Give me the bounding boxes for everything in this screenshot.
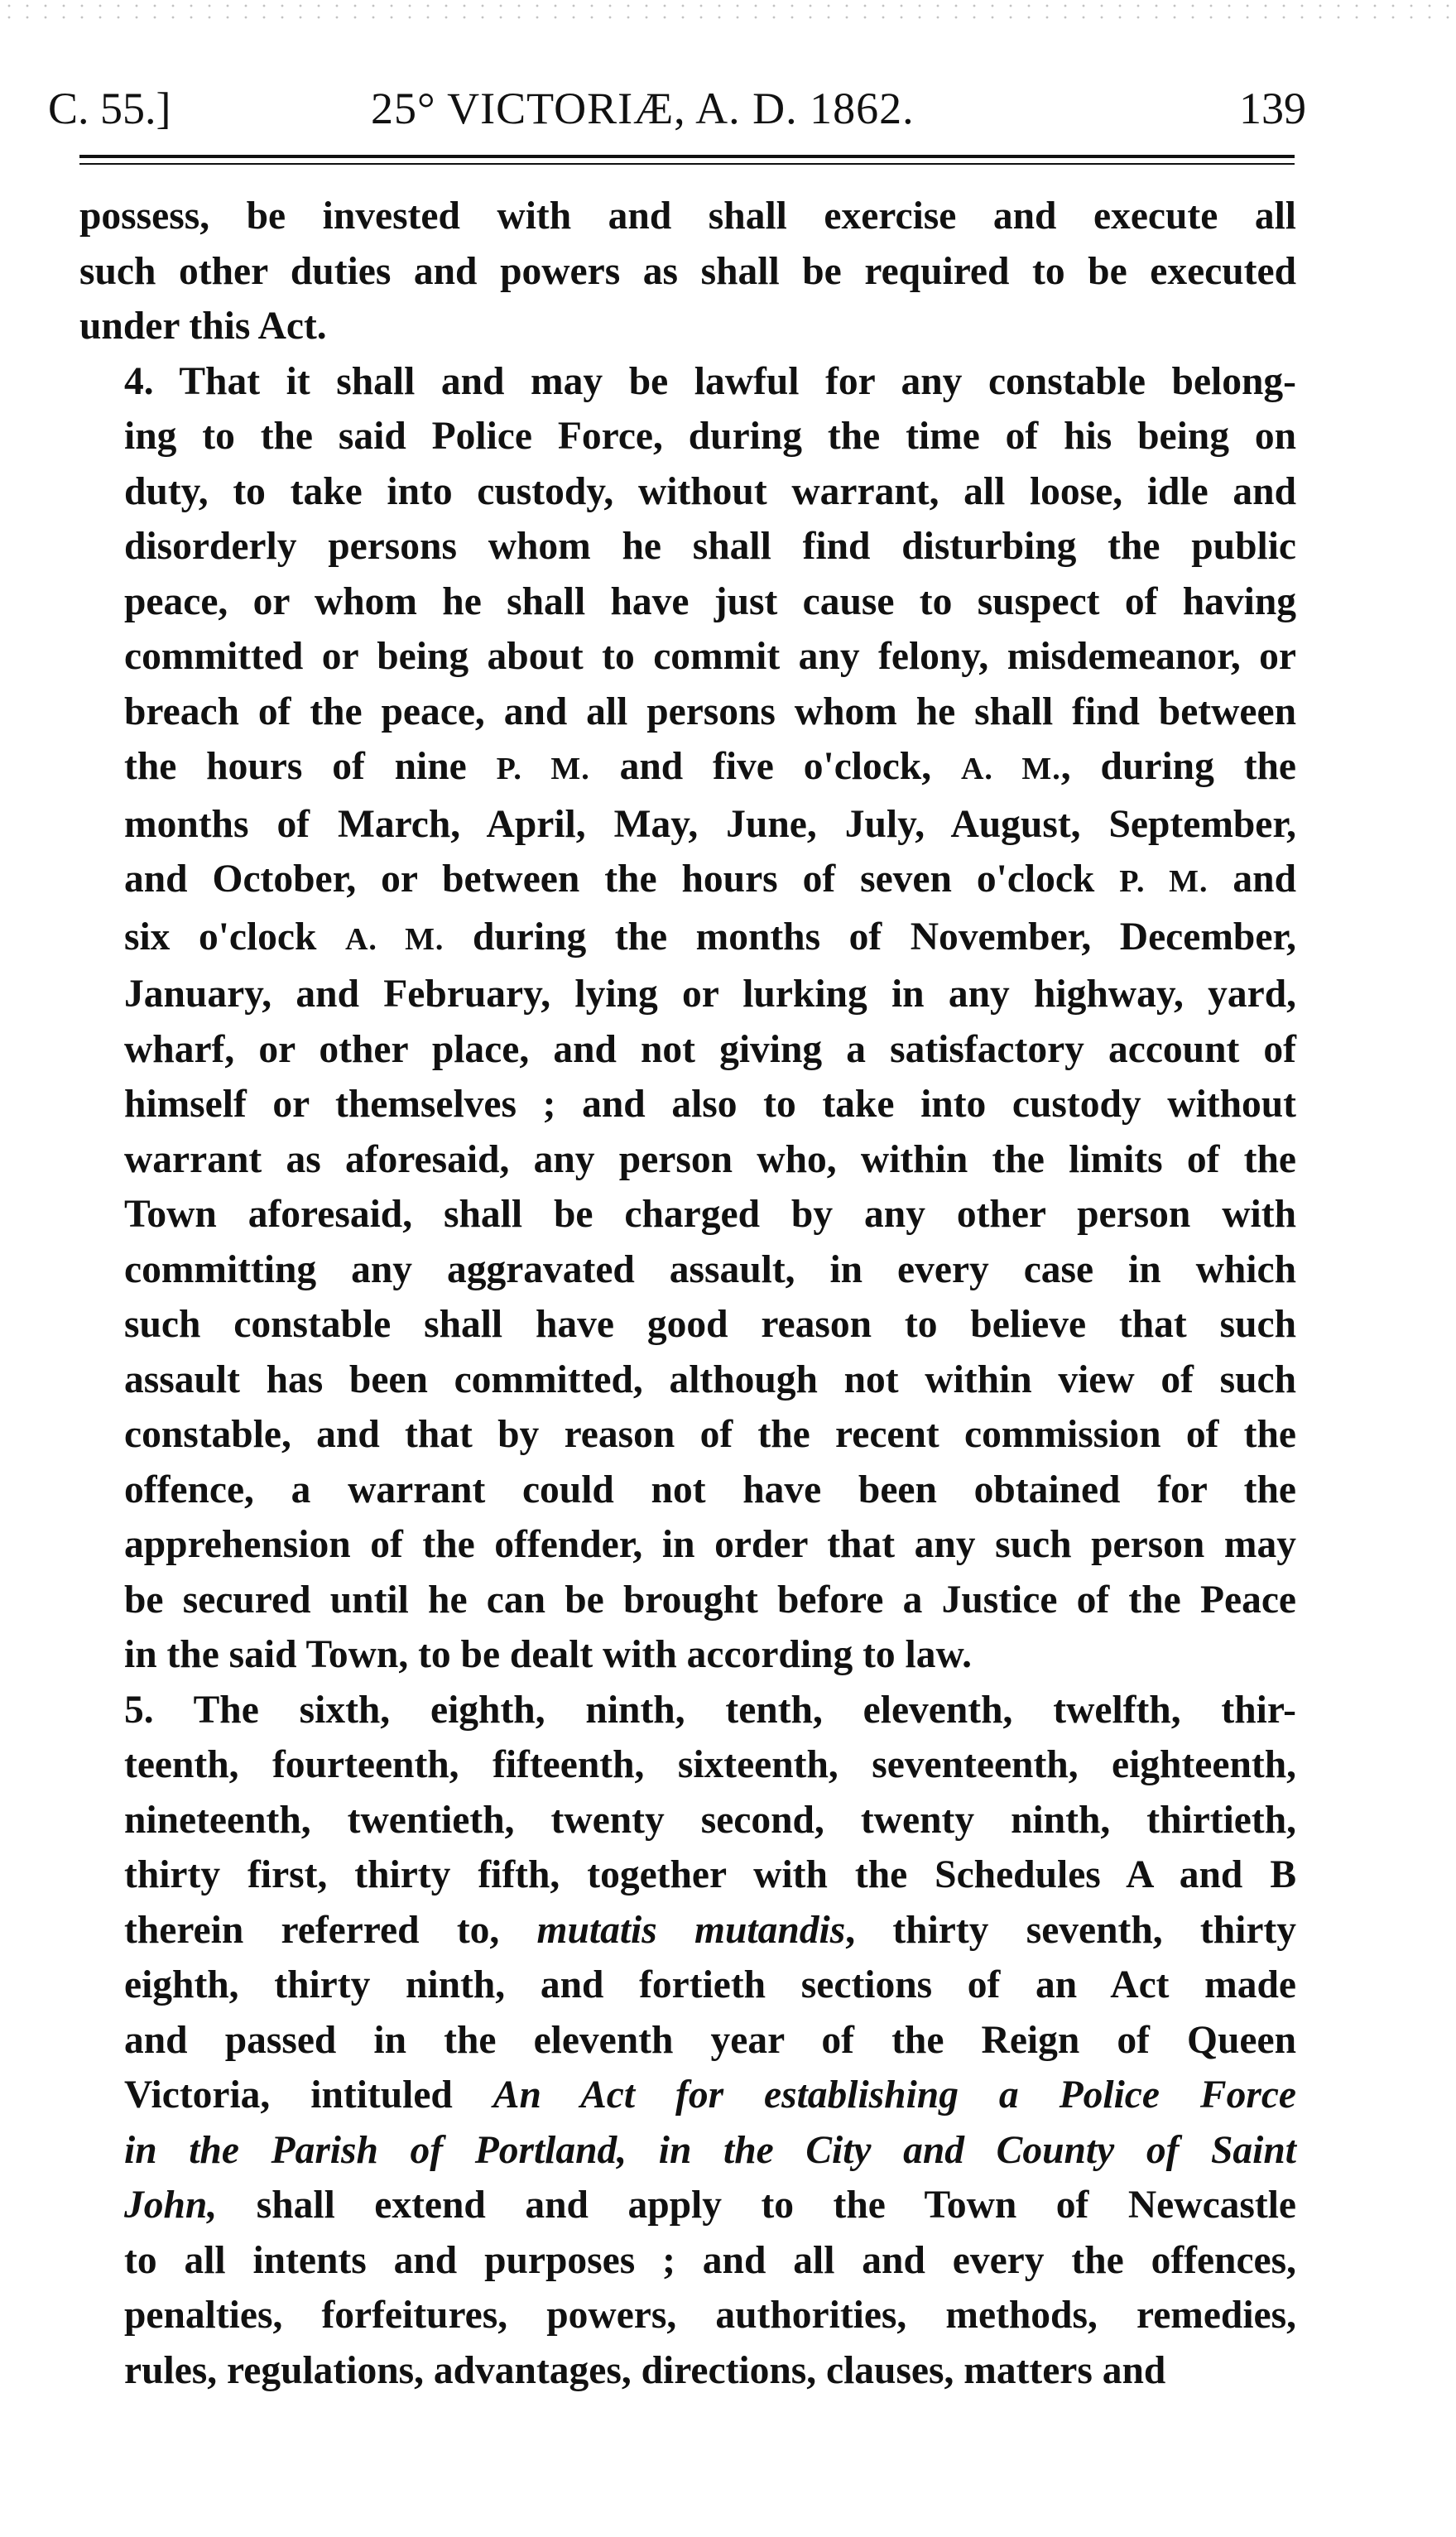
text-line: rules, regulations, advantages, directions, clauses, matters and xyxy=(124,2348,1166,2392)
text-line: duty, to take into custody, without warrant, all loose, idle and xyxy=(124,469,1296,513)
text-line: possess, be invested with and shall exercise and execute all xyxy=(79,195,1296,238)
text-line: nineteenth, twentieth, twenty second, twenty ninth, thirtieth, xyxy=(124,1798,1296,1842)
text-line: peace, or whom he shall have just cause to suspect of having xyxy=(124,579,1296,623)
text-line: in the Parish of Portland, in the City and County of Saint xyxy=(124,2128,1296,2172)
text-line: breach of the peace, and all persons whom he shall find between xyxy=(124,690,1296,733)
text-line: constable, and that by reason of the recent commission of the xyxy=(124,1413,1296,1456)
text-line: the hours of nine P. M. and five o'clock, A. M., during the xyxy=(124,745,1297,788)
header-rule-thin xyxy=(79,163,1295,165)
text-line: therein referred to, mutatis mutandis, thirty seventh, thirty xyxy=(124,1908,1296,1952)
text-line: January, and February, lying or lurking in any highway, yard, xyxy=(124,973,1296,1016)
text-line: such other duties and powers as shall be required to be executed xyxy=(79,249,1296,293)
page-number: 139 xyxy=(1239,84,1306,133)
text-line: warrant as aforesaid, any person who, within the limits of the xyxy=(124,1137,1296,1181)
text-line: under this Act. xyxy=(79,305,327,348)
text-line: to all intents and purposes ; and all and every the offences, xyxy=(124,2238,1296,2282)
document-body xyxy=(79,189,1296,2398)
paragraph-section-5 xyxy=(79,1683,1296,2399)
text-line: six o'clock A. M. during the months of November, December, xyxy=(124,915,1296,959)
text-line: committed or being about to commit any felony, misdemeanor, or xyxy=(124,635,1296,678)
text-line: eighth, thirty ninth, and fortieth sections of an Act made xyxy=(124,1963,1296,2006)
text-line: committing any aggravated assault, in every case in which xyxy=(124,1247,1296,1291)
text-line: penalties, forfeitures, powers, authorities, methods, remedies, xyxy=(124,2294,1296,2337)
text-line: disorderly persons whom he shall find disturbing the public xyxy=(124,525,1296,568)
text-line: ing to the said Police Force, during the time of his being on xyxy=(124,415,1296,458)
text-line: Victoria, intituled An Act for establishing a Police Force xyxy=(124,2073,1296,2117)
text-line: assault has been committed, although not within view of such xyxy=(124,1357,1296,1401)
text-line: wharf, or other place, and not giving a satisfactory account of xyxy=(124,1027,1296,1071)
text-line: and passed in the eleventh year of the Reign of Queen xyxy=(124,2018,1296,2062)
paragraph-section-4 xyxy=(79,354,1296,1683)
chapter-number: C. 55.] xyxy=(48,84,171,133)
text-line: apprehension of the offender, in order that any such person may xyxy=(124,1523,1296,1566)
text-line: and October, or between the hours of seven o'clock P. M. and xyxy=(124,858,1296,901)
text-line: offence, a warrant could not have been obtained for the xyxy=(124,1468,1296,1511)
text-line: John, shall extend and apply to the Town of Newcastle xyxy=(124,2184,1296,2227)
text-line: months of March, April, May, June, July, August, September, xyxy=(124,802,1296,846)
text-line: himself or themselves ; and also to take into custody without xyxy=(124,1083,1296,1126)
running-title: 25° VICTORIÆ, A. D. 1862. xyxy=(371,84,915,133)
top-edge-dots xyxy=(0,0,1456,23)
text-line: such constable shall have good reason to believe that such xyxy=(124,1303,1296,1346)
text-line: Town aforesaid, shall be charged by any other person with xyxy=(124,1193,1296,1236)
text-line: thirty first, thirty fifth, together with the Schedules A and B xyxy=(124,1853,1296,1896)
text-line: in the said Town, to be dealt with according to law. xyxy=(124,1633,973,1676)
text-line: teenth, fourteenth, fifteenth, sixteenth, seventeenth, eighteenth, xyxy=(124,1743,1296,1786)
text-line: be secured until he can be brought before a Justice of the Peace xyxy=(124,1578,1296,1622)
header-rule-thick xyxy=(79,155,1295,158)
text-line: 5. The sixth, eighth, ninth, tenth, eleventh, twelfth, thir- xyxy=(124,1688,1296,1732)
running-header xyxy=(48,79,1306,137)
paragraph-continuation xyxy=(79,189,1296,354)
text-line: 4. That it shall and may be lawful for any constable belong- xyxy=(124,359,1296,403)
